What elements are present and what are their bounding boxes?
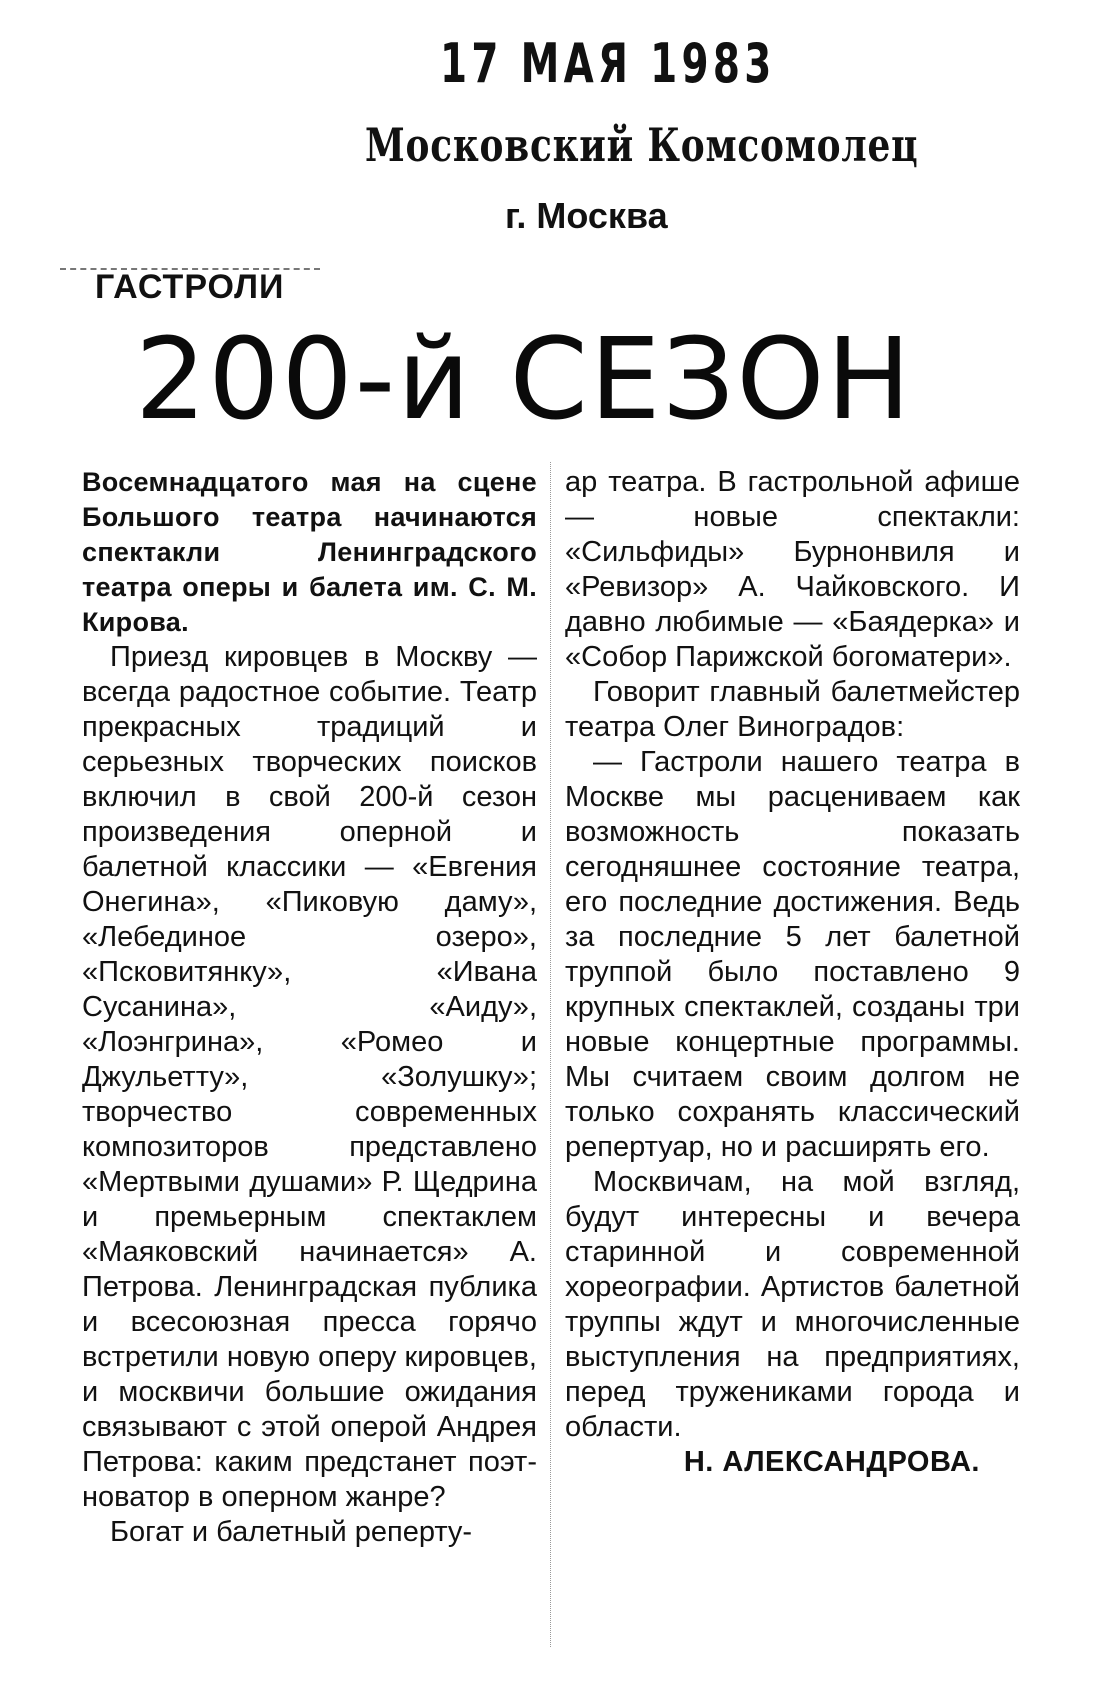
date-stamp: 17 МАЯ 1983 [440,32,776,95]
headline: 200-й СЕЗОН [135,315,913,445]
city-stamp: г. Москва [505,195,668,236]
left-column [82,465,537,1550]
body-paragraph: Приезд кировцев в Москву — всегда радостное событие. Театр прекрасных традиций и серьезных творческих поисков включил в свой 200-й сезон произведения оперной и балетной классики — «Евгения Онегина», «Пиковую даму», «Лебединое озеро», «Псковитянку», «Ивана Сусанина», «Аиду», «Лоэнгрина», «Ромео и Джульетту», «Золушку»; творчество современных композиторов представлено «Мертвыми душами» Р. Щедрина и премьерным спектаклем «Маяковский начинается» А. Петрова. Ленинградская публика и всесоюзная пресса горячо встретили новую оперу кировцев, и москвичи большие ожидания связывают с этой оперой Андрея Петрова: каким предстанет поэт-новатор в оперном жанре? [82,641,537,1513]
author-signature: Н. АЛЕКСАНДРОВА. [683,1446,980,1478]
lead-paragraph: Восемнадцатого мая на сцене Большого театра начинаются спектакли Ленинградского театра оперы и балета им. С. М. Кирова. [82,467,537,637]
body-paragraph: Говорит главный балетмейстер театра Олег Виноградов: [565,676,1020,743]
newspaper-name-stamp: Московский Комсомолец [365,118,919,172]
quote-paragraph: — Гастроли нашего театра в Москве мы расцениваем как возможность показать сегодняшнее состояние театра, его последние достижения. Ведь за последние 5 лет балетной труппой было поставлено 9 крупных спектаклей, созданы три новые концертные программы. Мы считаем своим долгом не только сохранять классический репертуар, но и расширять его. [565,746,1020,1163]
column-divider [550,462,551,1647]
quote-paragraph: Москвичам, на мой взгляд, будут интересны и вечера старинной и современной хореографии. Артистов балетной труппы ждут и многочисленные выступления на предприятиях, перед тружениками города и области. [565,1166,1020,1443]
body-paragraph: ар театра. В гастрольной афише — новые спектакли: «Сильфиды» Бурнонвиля и «Ревизор» А. Чайковского. И давно любимые — «Баядерка» и «Собор Парижской богоматери». [565,466,1020,673]
body-paragraph: Богат и балетный реперту- [110,1516,473,1548]
right-column [565,465,1020,1480]
rubric: ГАСТРОЛИ [95,268,285,306]
